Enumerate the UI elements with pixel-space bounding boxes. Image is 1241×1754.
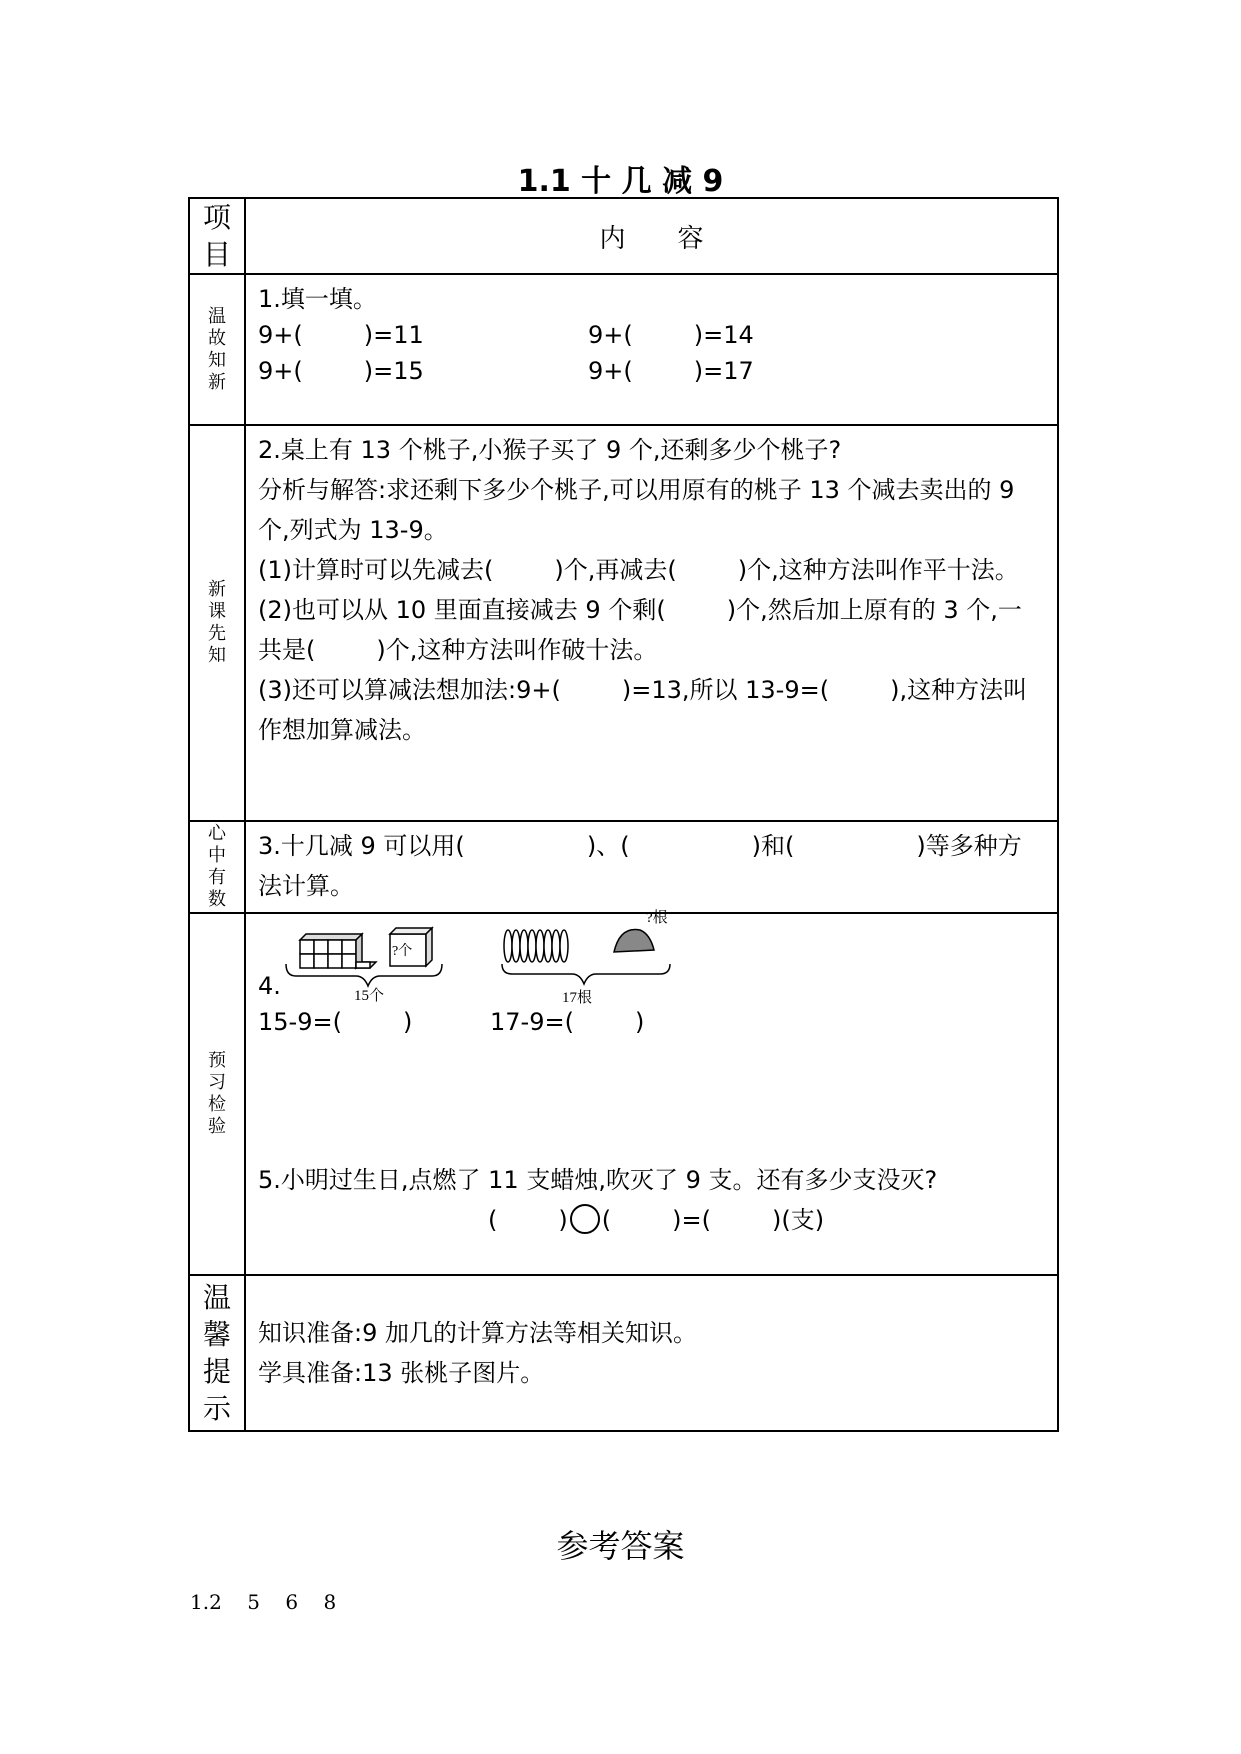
- review-label-cell: [189, 274, 245, 425]
- tip-tools: 学具准备:13 张桃子图片。: [258, 1359, 545, 1387]
- newlesson-label: 新课先知: [208, 579, 226, 666]
- preview-label: 预习检验: [208, 1050, 226, 1137]
- newlesson-content: [245, 425, 1058, 821]
- q2-part3: (3)还可以算减法想加法:9+( )=13,所以 13-9=( ),这种方法叫作想加算减法。: [258, 676, 1028, 744]
- mind-label: 心中有数: [208, 823, 226, 910]
- operator-circle: [570, 1204, 600, 1234]
- tips-label-cell: [189, 1275, 245, 1431]
- pic1-box-label: ?个: [392, 944, 413, 959]
- worksheet-table: [188, 197, 1059, 1432]
- q3-text: 3.十几减 9 可以用( )、( )和( )等多种方法计算。: [258, 832, 1022, 900]
- q4-pictures: [258, 910, 1045, 1006]
- preview-label-cell: [189, 913, 245, 1275]
- q1-item: 9+( )=14: [588, 321, 754, 349]
- pic2-question-label: ?根: [646, 910, 668, 926]
- sticks-picture: [496, 902, 696, 1006]
- q1-title: 1.填一填。: [258, 285, 377, 313]
- q5-equation: [258, 1200, 1045, 1240]
- q1-item: 9+( )=11: [258, 321, 424, 349]
- q5-eq-left: ( ): [488, 1206, 568, 1234]
- q4-eq2: 17-9=( ): [490, 1008, 645, 1036]
- answers-line: 1.2 5 6 8: [190, 1590, 337, 1614]
- q2-part1: (1)计算时可以先减去( )个,再减去( )个,这种方法叫作平十法。: [258, 556, 1019, 584]
- q4-number: 4.: [258, 972, 281, 1000]
- header-item-label: 项目: [202, 201, 231, 271]
- review-content: [245, 274, 1058, 425]
- review-label: 温故知新: [208, 305, 226, 393]
- answers-title: 参考答案: [556, 1527, 685, 1565]
- preview-content: [245, 910, 1058, 1275]
- q2-analysis: 分析与解答:求还剩下多少个桃子,可以用原有的桃子 13 个减去卖出的 9 个,列式为 13-9。: [258, 476, 1023, 544]
- header-content-label: 内 容: [245, 198, 1058, 274]
- pic1-total-label: 15个: [354, 988, 385, 1004]
- newlesson-label-cell: [189, 425, 245, 821]
- q5-eq-right: ( )=( )(支): [601, 1206, 825, 1234]
- q1-item: 9+( )=17: [588, 357, 754, 385]
- tips-label: 温馨提示: [202, 1281, 231, 1425]
- q4-eq1: 15-9=( ): [258, 1008, 413, 1036]
- tip-knowledge: 知识准备:9 加几的计算方法等相关知识。: [258, 1319, 697, 1347]
- q2-text: 2.桌上有 13 个桃子,小猴子买了 9 个,还剩多少个桃子?: [258, 436, 842, 464]
- q2-part2: (2)也可以从 10 里面直接减去 9 个剩( )个,然后加上原有的 3 个,一共是( )个,这种方法叫作破十法。: [258, 596, 1022, 664]
- page-title: 1.1 十 几 减 9: [517, 164, 724, 199]
- cubes-picture: [272, 920, 442, 1002]
- mind-content: [245, 821, 1058, 913]
- q1-item: 9+( )=15: [258, 357, 424, 385]
- pic2-total-label: 17根: [562, 990, 593, 1006]
- tips-content: [245, 1275, 1058, 1431]
- q5-text: 5.小明过生日,点燃了 11 支蜡烛,吹灭了 9 支。还有多少支没灭?: [258, 1166, 938, 1194]
- header-item-cell: [189, 198, 245, 274]
- mind-label-cell: [189, 821, 245, 913]
